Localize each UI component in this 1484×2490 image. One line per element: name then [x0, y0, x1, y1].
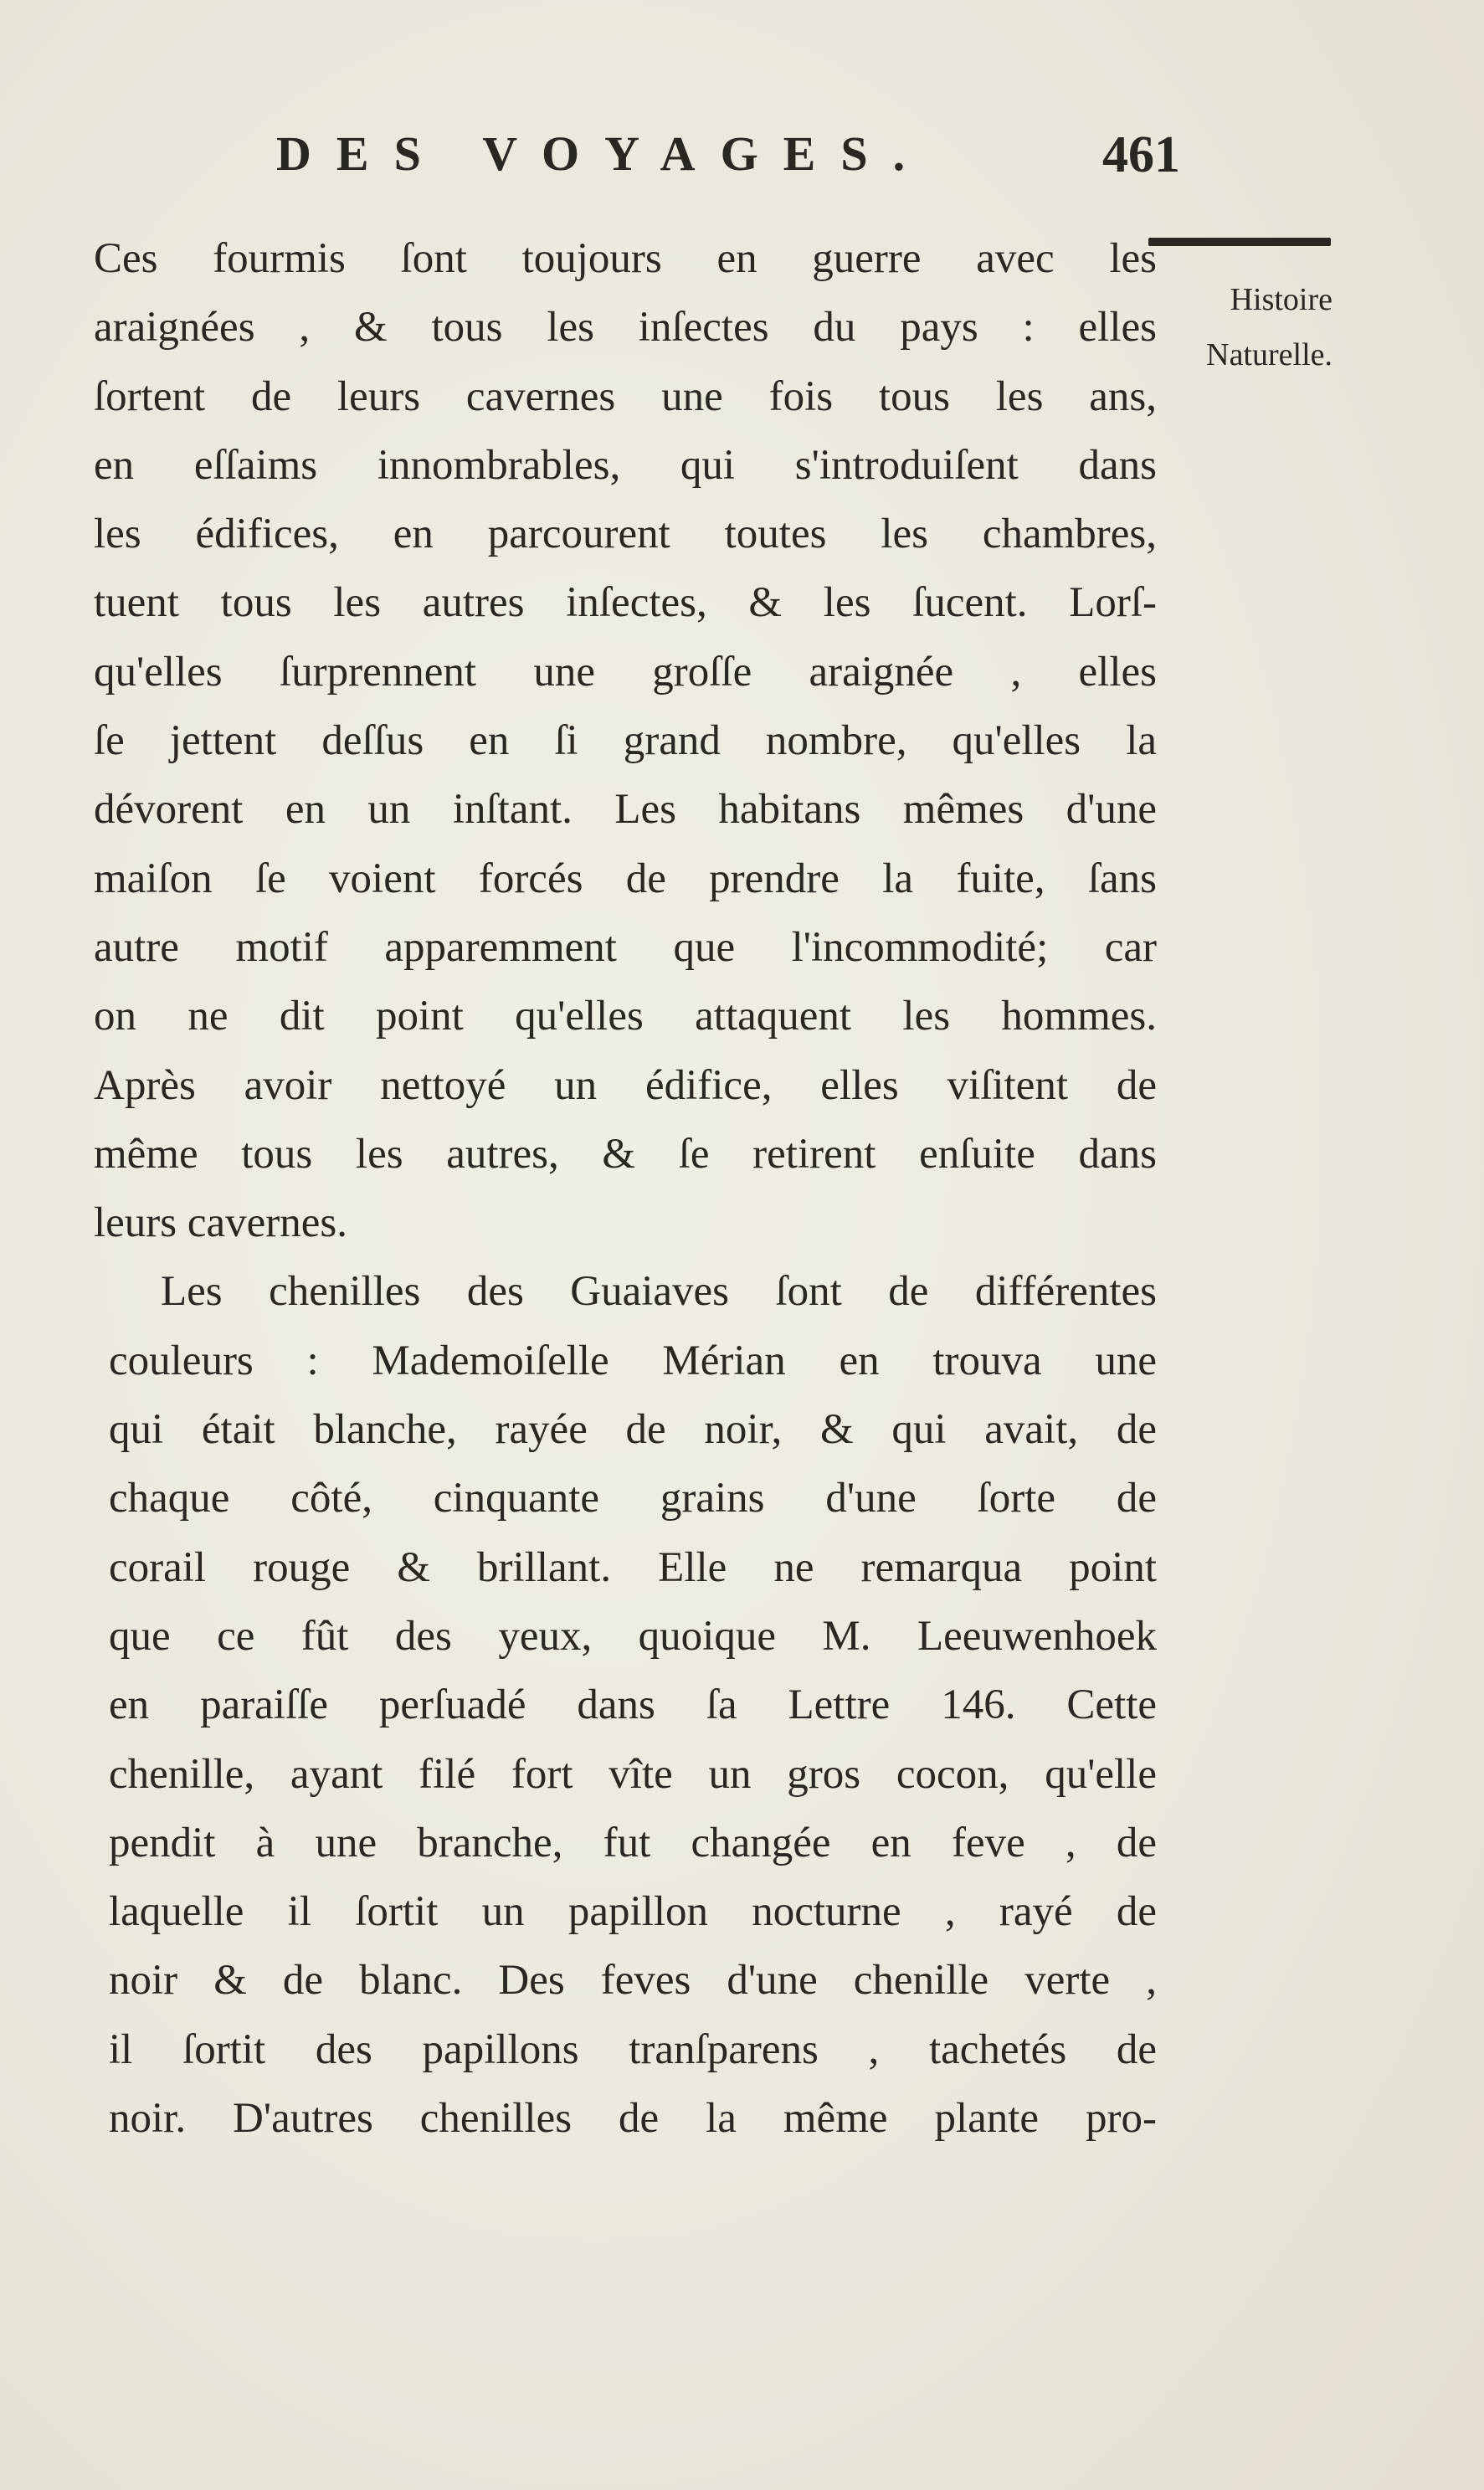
text-line: chenille, ayant filé fort vîte un gros cocon, qu'elle: [109, 1750, 1157, 1798]
text-line: en paraiſſe perſuadé dans ſa Lettre 146. Cette: [109, 1681, 1157, 1729]
margin-note-line-1: Histoire: [1230, 282, 1333, 317]
text-line: les édifices, en parcourent toutes les chambres,: [94, 511, 1157, 558]
text-line: on ne dit point qu'elles attaquent les hommes.: [94, 993, 1157, 1040]
text-line: Ces fourmis ſont toujours en guerre avec les: [94, 235, 1157, 282]
text-line: dévorent en un inſtant. Les habitans mêmes d'une: [94, 786, 1157, 834]
page-header: [276, 126, 1180, 193]
text-line: Les chenilles des Guaiaves ſont de différentes: [161, 1268, 1157, 1316]
text-line: que ce fût des yeux, quoique M. Leeuwenhoek: [109, 1612, 1157, 1660]
text-line: qui était blanche, rayée de noir, & qui avait, de: [109, 1406, 1157, 1454]
text-line: autre motif apparemment que l'incommodité; car: [94, 923, 1157, 971]
text-line: qu'elles ſurprennent une groſſe araignée , elles: [94, 648, 1157, 696]
text-line: noir. D'autres chenilles de la même plante pro-: [109, 2095, 1157, 2143]
text-line: Après avoir nettoyé un édifice, elles viſitent de: [94, 1061, 1157, 1109]
paragraph-1: [94, 224, 1157, 1257]
text-line: noir & de blanc. Des feves d'une chenille verte ,: [109, 1957, 1157, 2005]
body-text: [94, 224, 1157, 2153]
text-line: en eſſaims innombrables, qui s'introduiſent dans: [94, 441, 1157, 489]
text-line: tuent tous les autres inſectes, & les ſucent. Lorſ-: [94, 579, 1157, 627]
page-number: 461: [1102, 126, 1180, 183]
text-line: corail rouge & brillant. Elle ne remarqua point: [109, 1543, 1157, 1591]
text-line: ſortent de leurs cavernes une fois tous les ans,: [94, 372, 1157, 420]
text-line: il ſortit des papillons tranſparens , tachetés de: [109, 2025, 1157, 2073]
margin-note: [1132, 272, 1333, 382]
text-line: araignées , & tous les inſectes du pays : elles: [94, 304, 1157, 352]
margin-rule: [1148, 238, 1331, 246]
text-line: chaque côté, cinquante grains d'une ſorte de: [109, 1475, 1157, 1522]
text-line: même tous les autres, & ſe retirent enſuite dans: [94, 1130, 1157, 1178]
running-title: DES VOYAGES.: [276, 126, 931, 181]
text-line: maiſon ſe voient forcés de prendre la fuite, ſans: [94, 855, 1157, 902]
text-line: ſe jettent deſſus en ſi grand nombre, qu'elles la: [94, 717, 1157, 765]
margin-note-line-2: Naturelle.: [1206, 337, 1333, 372]
text-line: couleurs : Mademoiſelle Mérian en trouva une: [109, 1337, 1157, 1384]
paragraph-2: [94, 1257, 1157, 2153]
text-line: leurs cavernes.: [94, 1199, 348, 1247]
text-line: pendit à une branche, fut changée en feve , de: [109, 1819, 1157, 1866]
text-line: laquelle il ſortit un papillon nocturne , rayé de: [109, 1888, 1157, 1936]
